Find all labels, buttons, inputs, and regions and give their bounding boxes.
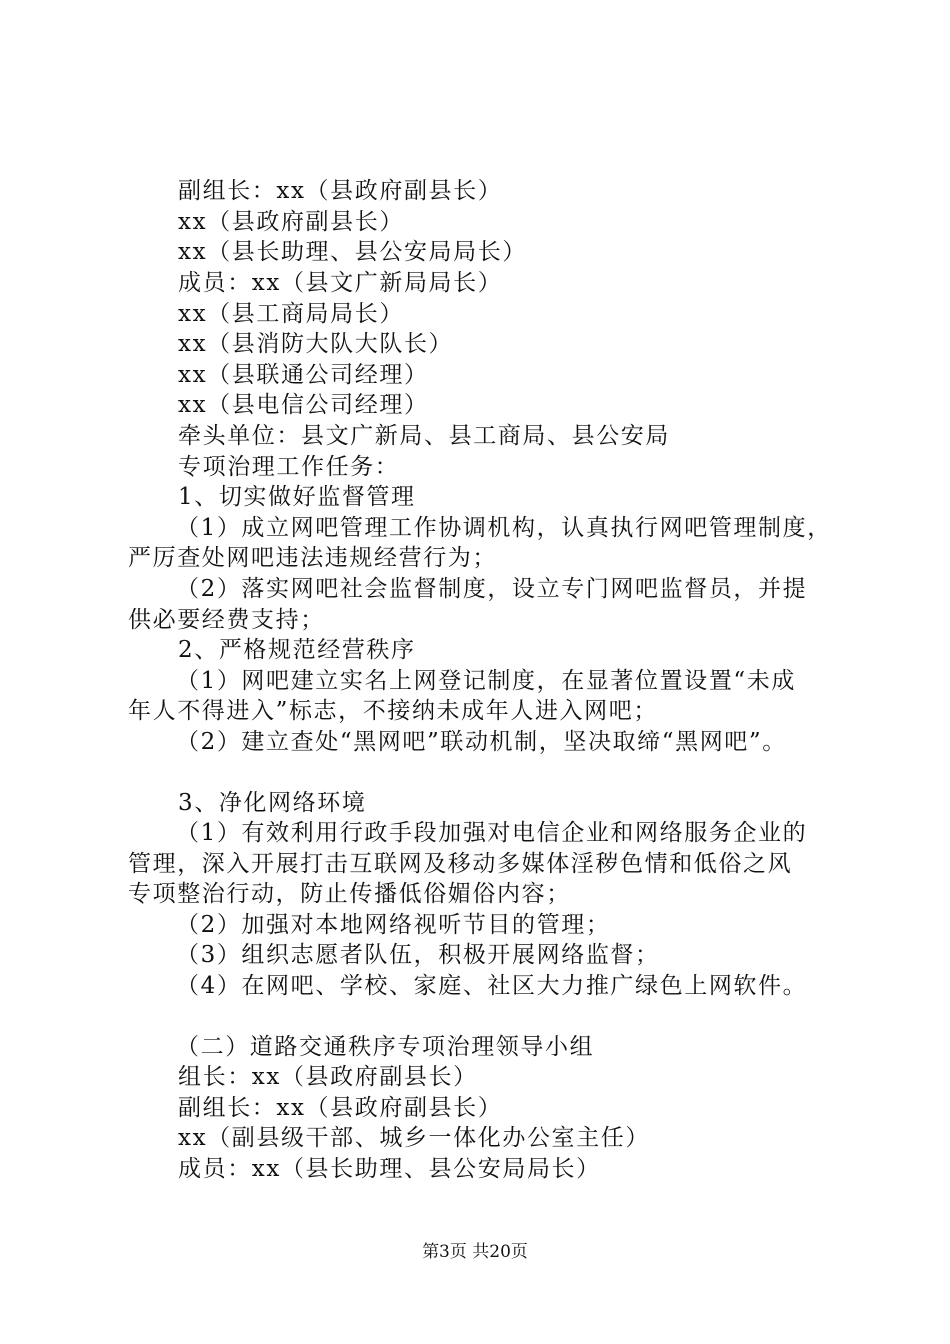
- text-line: （2）加强对本地网络视听节目的管理；: [176, 912, 611, 938]
- text-line: （1）成立网吧管理工作协调机构，认真执行网吧管理制度，: [176, 515, 832, 541]
- section-heading: 3、净化网络环境: [178, 790, 367, 816]
- text-line: 年人不得进入”标志，不接纳未成年人进入网吧；: [128, 698, 658, 724]
- page-number-footer: 第3页 共20页: [422, 1242, 528, 1262]
- text-line: （1）有效利用行政手段加强对电信企业和网络服务企业的: [176, 820, 808, 846]
- section-heading: （二）道路交通秩序专项治理领导小组: [176, 1034, 595, 1060]
- text-line: （2）建立查处“黑网吧”联动机制，坚决取缔“黑网吧”。: [176, 729, 787, 755]
- text-line: 组长：xx（县政府副县长）: [178, 1064, 478, 1090]
- text-line: 牵头单位：县文广新局、县工商局、县公安局: [178, 423, 670, 449]
- text-line: 副组长：xx（县政府副县长）: [178, 178, 503, 204]
- text-line: （4）在网吧、学校、家庭、社区大力推广绿色上网软件。: [176, 973, 808, 999]
- text-line: 副组长：xx（县政府副县长）: [178, 1095, 503, 1121]
- text-line: （2）落实网吧社会监督制度，设立专门网吧监督员，并提: [176, 576, 808, 602]
- text-line: 专项整治行动，防止传播低俗媚俗内容；: [128, 881, 571, 907]
- section-heading: 2、严格规范经营秩序: [178, 637, 416, 663]
- text-line: 供必要经费支持；: [128, 607, 325, 633]
- text-line: 成员：xx（县文广新局局长）: [178, 270, 503, 296]
- text-line: （3）组织志愿者队伍，积极开展网络监督；: [176, 942, 660, 968]
- text-line: xx（县联通公司经理）: [178, 362, 429, 388]
- text-line: 管理，深入开展打击互联网及移动多媒体淫秽色情和低俗之风: [128, 851, 793, 877]
- text-line: （1）网吧建立实名上网登记制度，在显著位置设置“未成: [176, 668, 796, 694]
- text-line: xx（县电信公司经理）: [178, 392, 429, 418]
- text-line: 成员：xx（县长助理、县公安局局长）: [178, 1156, 601, 1182]
- text-line: xx（县政府副县长）: [178, 209, 404, 235]
- text-line: xx（县工商局局长）: [178, 301, 404, 327]
- text-line: xx（县消防大队大队长）: [178, 331, 454, 357]
- section-heading: 1、切实做好监督管理: [178, 484, 416, 510]
- text-line: xx（县长助理、县公安局局长）: [178, 239, 527, 265]
- text-line: xx（副县级干部、城乡一体化办公室主任）: [178, 1125, 650, 1151]
- text-line: 专项治理工作任务：: [178, 454, 400, 480]
- text-line: 严厉查处网吧违法违规经营行为；: [128, 545, 497, 571]
